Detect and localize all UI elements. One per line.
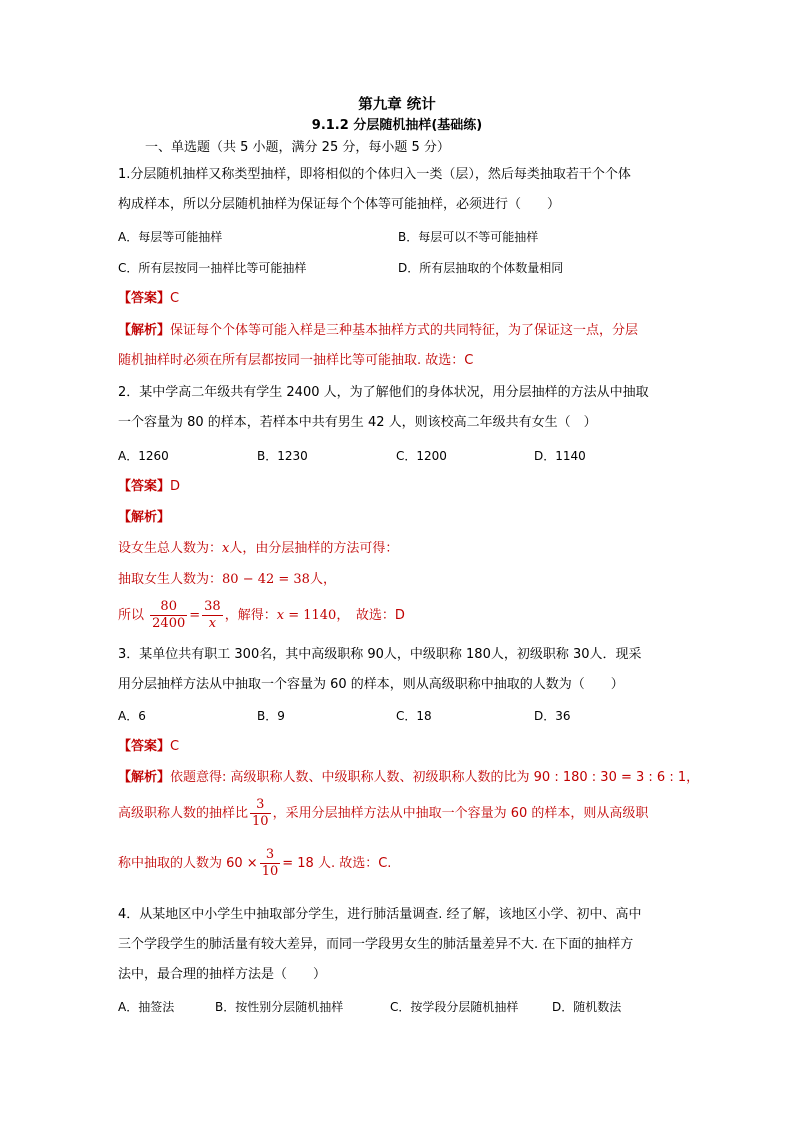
fraction-38-x xyxy=(202,599,223,632)
answer-value: D xyxy=(170,479,181,494)
analysis-text: = 18 人. 故选：C. xyxy=(282,856,392,871)
q1-option-d: D．所有层抽取的个体数量相同 xyxy=(398,261,564,275)
step-text: 人， xyxy=(309,572,336,587)
q2-analysis-step1 xyxy=(118,540,398,558)
fraction-3-10 xyxy=(250,797,271,830)
q2-answer xyxy=(118,478,180,496)
q2-stem-line2: 一个容量为 80 的样本，若样本中共有男生 42 人，则该校高二年级共有女生（ ） xyxy=(118,415,597,430)
q4-option-c: C．按学段分层随机抽样 xyxy=(390,1000,519,1014)
q4-stem-line2: 三个学段学生的肺活量有较大差异，而同一学段男女生的肺活量差异不大. 在下面的抽样方 xyxy=(118,937,634,952)
q3-answer xyxy=(118,738,179,756)
q2-option-a: A．1260 xyxy=(118,449,169,463)
fraction-denominator: x xyxy=(208,616,217,631)
q2-analysis-step2 xyxy=(118,571,336,589)
analysis-text: 保证每个个体等可能入样是三种基本抽样方式的共同特征，为了保证这一点，分层 xyxy=(170,323,639,338)
analysis-text: 依题意得: 高级职称人数、中级职称人数、初级职称人数的比为 90 : 180 : 30 = 3 : 6 : 1， xyxy=(170,770,700,785)
q3-option-d: D．36 xyxy=(534,709,571,723)
section-heading: 一、单选题（共 5 小题，满分 25 分，每小题 5 分） xyxy=(145,140,450,155)
q2-option-d: D．1140 xyxy=(534,449,586,463)
analysis-text: 高级职称人数的抽样比 xyxy=(118,806,249,821)
answer-label: 【答案】 xyxy=(118,479,171,494)
chapter-title: 第九章 统计 xyxy=(358,97,436,113)
step-text: ，解得： xyxy=(224,608,277,623)
fraction-denominator: 2400 xyxy=(152,616,186,631)
q4-stem-line3: 法中，最合理的抽样方法是（ ） xyxy=(118,967,327,982)
q2-analysis-label: 【解析】 xyxy=(118,510,171,525)
analysis-text: 称中抽取的人数为 60 × xyxy=(118,856,258,871)
section-subtitle: 9.1.2 分层随机抽样(基础练) xyxy=(311,118,483,133)
equals-sign: = xyxy=(189,608,201,623)
step-text: 所以 xyxy=(118,608,145,623)
q4-option-d: D．随机数法 xyxy=(552,1000,622,1014)
q3-option-a: A．6 xyxy=(118,709,146,723)
fraction-numerator: 38 xyxy=(204,599,221,614)
q4-stem-line1: 4．从某地区中小学生中抽取部分学生，进行肺活量调查. 经了解，该地区小学、初中、高中 xyxy=(118,907,642,922)
q4-option-a: A．抽签法 xyxy=(118,1000,175,1014)
q1-option-b: B．每层可以不等可能抽样 xyxy=(398,230,539,244)
answer-value: C xyxy=(170,739,180,754)
math-expression: = 1140 xyxy=(284,608,337,623)
q2-stem-line1: 2．某中学高二年级共有学生 2400 人，为了解他们的身体状况，用分层抽样的方法从中抽取 xyxy=(118,385,649,400)
analysis-text: ，采用分层抽样方法从中抽取一个容量为 60 的样本，则从高级职 xyxy=(272,806,649,821)
variable-x: x xyxy=(276,608,285,623)
q3-stem-line2: 用分层抽样方法从中抽取一个容量为 60 的样本，则从高级职称中抽取的人数为（ ） xyxy=(118,677,624,692)
q3-option-c: C．18 xyxy=(396,709,432,723)
q3-stem-line1: 3．某单位共有职工 300名，其中高级职称 90人，中级职称 180人，初级职称 30人．现采 xyxy=(118,647,642,662)
analysis-label: 【解析】 xyxy=(118,323,171,338)
answer-label: 【答案】 xyxy=(118,739,171,754)
answer-label: 【答案】 xyxy=(118,291,171,306)
step-text: 人，由分层抽样的方法可得： xyxy=(229,541,399,556)
fraction-numerator: 3 xyxy=(250,797,271,814)
q1-option-c: C．所有层按同一抽样比等可能抽样 xyxy=(118,261,307,275)
q4-option-b: B．按性别分层随机抽样 xyxy=(215,1000,344,1014)
answer-value: C xyxy=(170,291,180,306)
q1-answer xyxy=(118,290,179,308)
q3-analysis-line2 xyxy=(118,796,648,832)
q3-option-b: B．9 xyxy=(257,709,285,723)
fraction-numerator: 3 xyxy=(260,847,281,864)
variable-x: x xyxy=(222,541,230,556)
fraction-denominator: 10 xyxy=(261,864,279,879)
fraction-numerator: 80 xyxy=(150,599,187,616)
q1-option-a: A．每层等可能抽样 xyxy=(118,230,223,244)
q3-analysis-line1 xyxy=(118,769,699,787)
fraction-80-2400 xyxy=(150,599,187,632)
q1-stem-line2: 构成样本，所以分层随机抽样为保证每个个体等可能抽样，必须进行（ ） xyxy=(118,197,561,212)
fraction-3-10 xyxy=(260,847,281,880)
analysis-label: 【解析】 xyxy=(118,770,171,785)
math-expression: 80 − 42 = 38 xyxy=(222,572,310,587)
q2-option-b: B．1230 xyxy=(257,449,308,463)
q2-option-c: C．1200 xyxy=(396,449,447,463)
step-text: ， 故选：D xyxy=(336,608,405,623)
q1-stem-line1: 1.分层随机抽样又称类型抽样，即将相似的个体归入一类（层），然后每类抽取若干个个体 xyxy=(118,167,631,182)
q2-analysis-step3 xyxy=(118,598,405,634)
step-text: 抽取女生人数为： xyxy=(118,572,223,587)
q1-analysis-line2: 随机抽样时必须在所有层都按同一抽样比等可能抽取. 故选：C xyxy=(118,353,474,368)
step-text: 设女生总人数为： xyxy=(118,541,223,556)
q1-analysis-line1 xyxy=(118,322,638,340)
fraction-denominator: 10 xyxy=(252,814,269,829)
q3-analysis-line3 xyxy=(118,846,391,882)
